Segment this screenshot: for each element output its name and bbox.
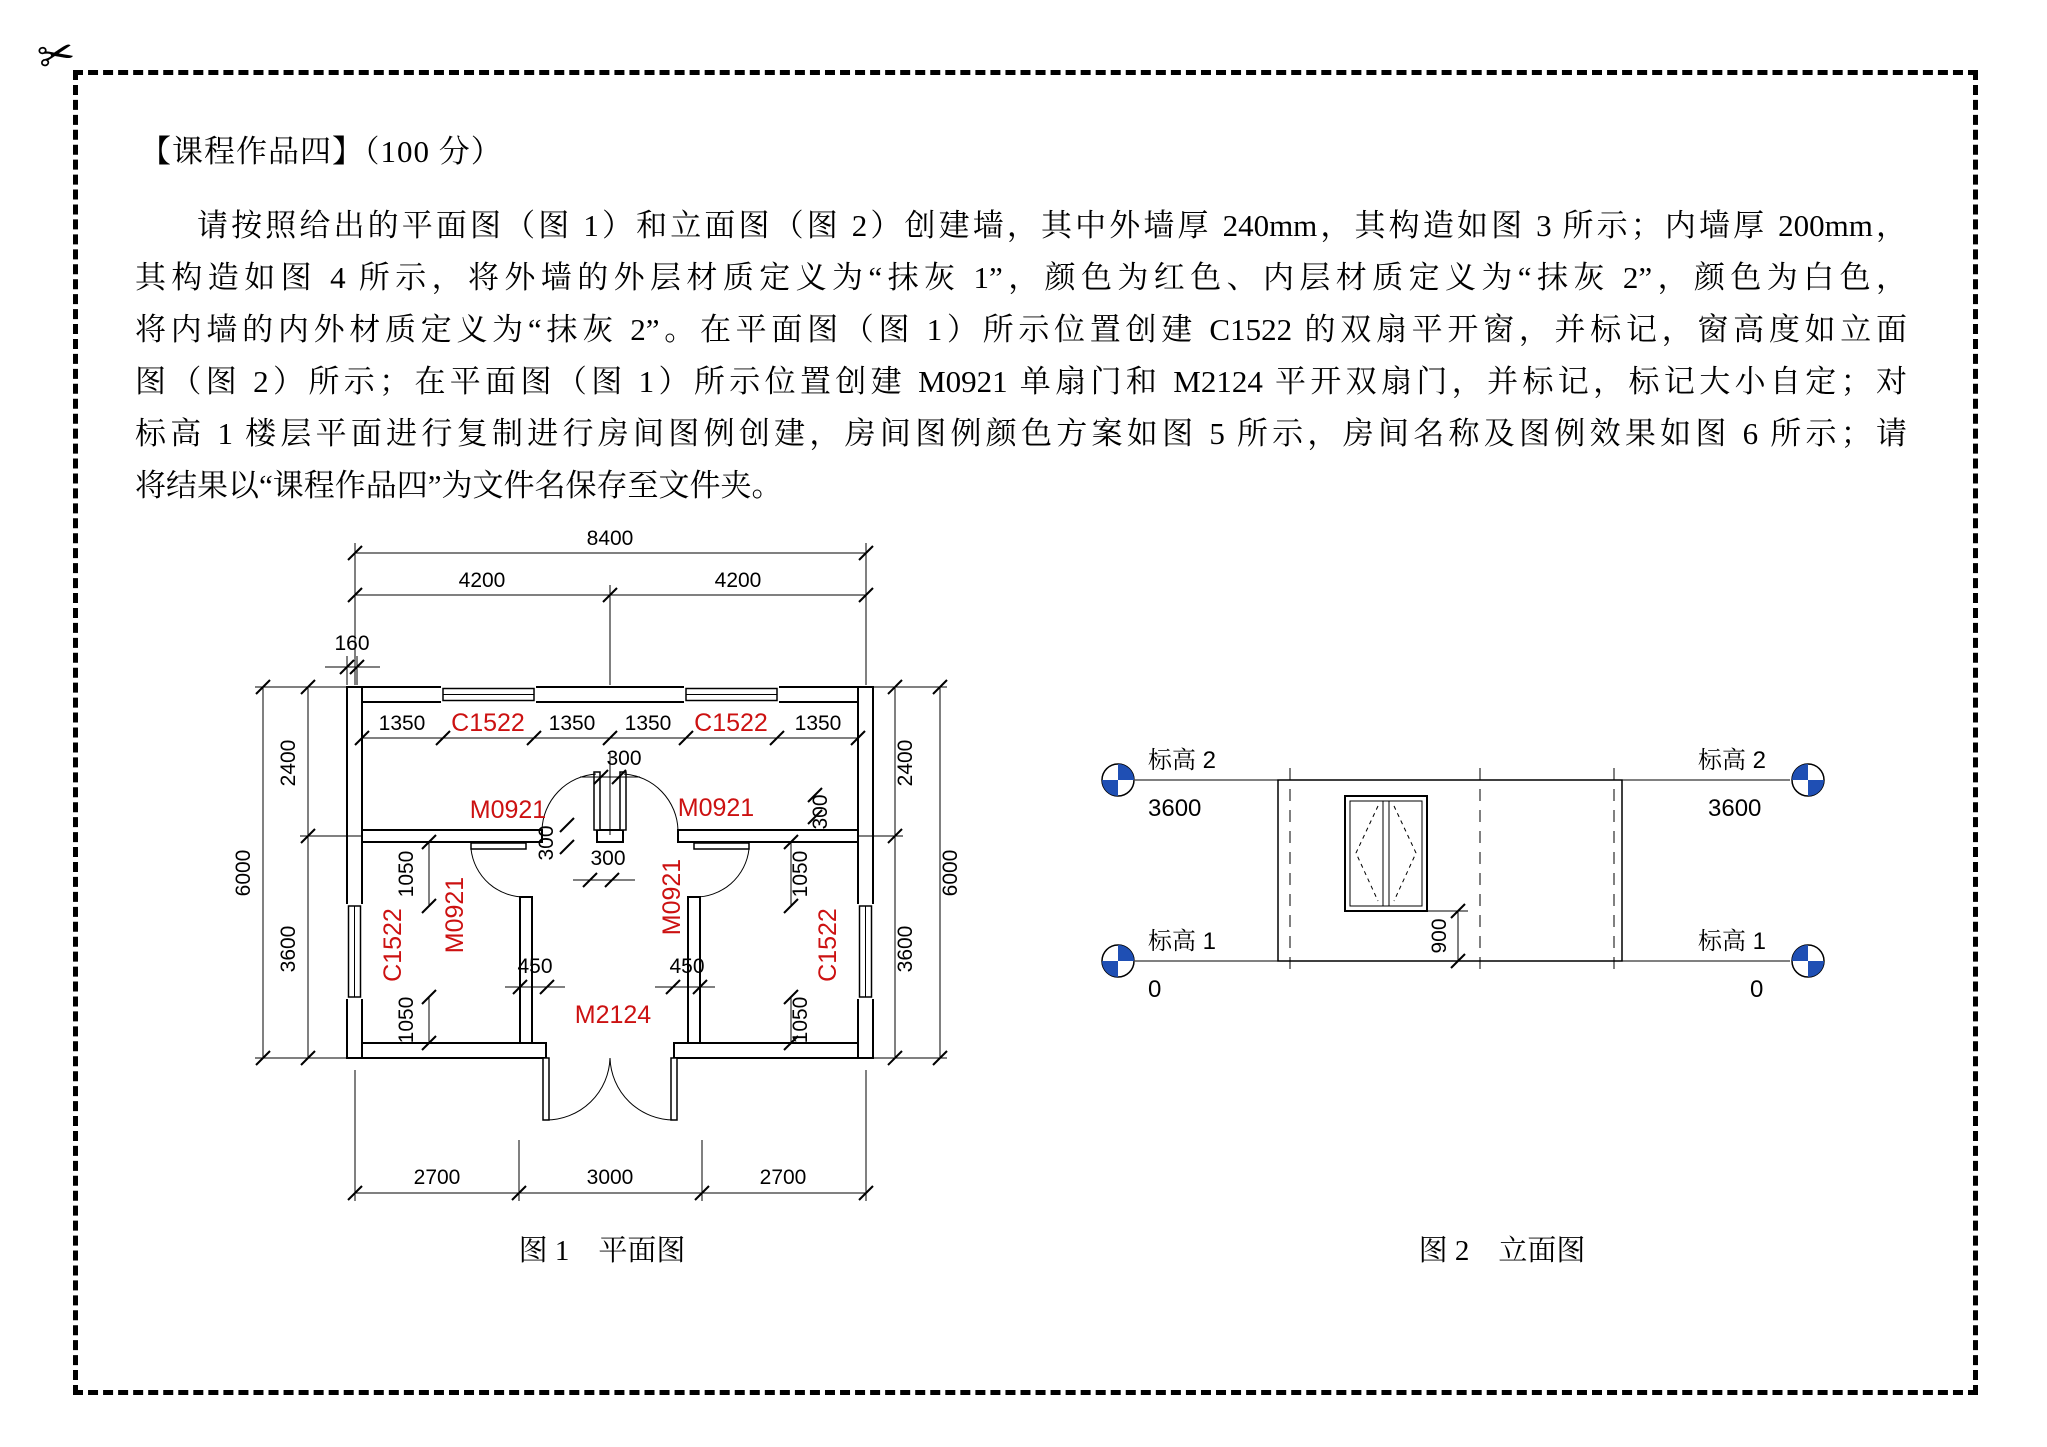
- dim-450-right: 450: [669, 955, 705, 978]
- instruction-line: 将内墙的内外材质定义为“抹灰 2”。在平面图（图 1）所示位置创建 C1522 的双扇平开窗，并标记，窗高度如立面: [135, 312, 1907, 347]
- window-tag-top-right: C1522: [694, 709, 768, 737]
- dim-1050: 1050: [395, 996, 418, 1044]
- figure1-caption: 图 1 平面图: [518, 1235, 686, 1267]
- dim-6000-right: 6000: [939, 849, 962, 897]
- dim-4200-left: 4200: [458, 569, 506, 592]
- dim-1350: 1350: [794, 712, 842, 735]
- dim-450-left: 450: [517, 955, 553, 978]
- dim-1350: 1350: [548, 712, 596, 735]
- dim-3600-right: 3600: [894, 925, 917, 973]
- dim-3000: 3000: [586, 1166, 634, 1189]
- instruction-line: 请按照给出的平面图（图 1）和立面图（图 2）创建墙，其中外墙厚 240mm，其构造如图 3 所示；内墙厚 200mm，: [197, 208, 1907, 243]
- dim-2700-right: 2700: [759, 1166, 807, 1189]
- dim-1350: 1350: [378, 712, 426, 735]
- level2-name-left: 标高 2: [1148, 747, 1217, 774]
- dim-300: 300: [590, 847, 626, 870]
- door-tag-m0921: M0921: [469, 796, 547, 824]
- plan-dims-top: [325, 527, 873, 745]
- dim-1350: 1350: [624, 712, 672, 735]
- assignment-instructions: [135, 200, 1907, 512]
- dim-4200-right: 4200: [714, 569, 762, 592]
- figure2-caption: 图 2 立面图: [1418, 1235, 1586, 1267]
- dim-900: 900: [1428, 918, 1451, 954]
- instruction-line: 标高 1 楼层平面进行复制进行房间图例创建，房间图例颜色方案如图 5 所示，房间名称及图例效果如图 6 所示；请: [135, 416, 1907, 451]
- level2-name-right: 标高 2: [1698, 747, 1767, 774]
- instruction-line: 其构造如图 4 所示，将外墙的外层材质定义为“抹灰 1”，颜色为红色、内层材质定义为“抹灰 2”，颜色为白色，: [135, 260, 1907, 295]
- plan-dims-left: [232, 680, 362, 1065]
- instruction-line: 将结果以“课程作品四”为文件名保存至文件夹。: [135, 468, 783, 503]
- dim-2700-left: 2700: [413, 1166, 461, 1189]
- level1-value-right: 0: [1750, 976, 1764, 1003]
- window-tag-top-left: C1522: [451, 709, 525, 737]
- elevation-figure: [1090, 718, 1900, 1048]
- dim-300: 300: [606, 747, 642, 770]
- door-tag-m2124: M2124: [574, 1001, 652, 1029]
- dim-2400-left: 2400: [277, 739, 300, 787]
- dim-3600-left: 3600: [277, 925, 300, 973]
- floor-plan-figure: [175, 525, 975, 1295]
- window-tag-c1522: C1522: [814, 908, 842, 982]
- instruction-line: 图（图 2）所示；在平面图（图 1）所示位置创建 M0921 单扇门和 M2124 平开双扇门，并标记，标记大小自定；对: [135, 364, 1907, 399]
- dim-2400-right: 2400: [894, 739, 917, 787]
- dim-300: 300: [535, 825, 558, 861]
- dim-300: 300: [809, 794, 832, 830]
- elevation-window: [1345, 796, 1427, 911]
- level1-name-right: 标高 1: [1698, 928, 1767, 955]
- plan-dims-bottom: [348, 1070, 873, 1201]
- dim-1050: 1050: [789, 850, 812, 898]
- scissors-icon: ✂: [33, 26, 80, 85]
- level1-name-left: 标高 1: [1148, 928, 1217, 955]
- assignment-title: 【课程作品四】（100 分）: [140, 134, 503, 169]
- dim-160: 160: [334, 632, 370, 655]
- level1-value-left: 0: [1148, 976, 1162, 1003]
- dim-6000-left: 6000: [232, 849, 255, 897]
- door-tag-m0921: M0921: [677, 794, 755, 822]
- door-tag-m0921: M0921: [441, 876, 469, 954]
- window-tag-c1522: C1522: [379, 908, 407, 982]
- door-tag-m0921: M0921: [658, 858, 686, 936]
- dim-1050: 1050: [395, 850, 418, 898]
- level2-value-right: 3600: [1708, 795, 1762, 822]
- dim-1050: 1050: [789, 996, 812, 1044]
- dim-8400: 8400: [586, 527, 634, 550]
- level2-value-left: 3600: [1148, 795, 1202, 822]
